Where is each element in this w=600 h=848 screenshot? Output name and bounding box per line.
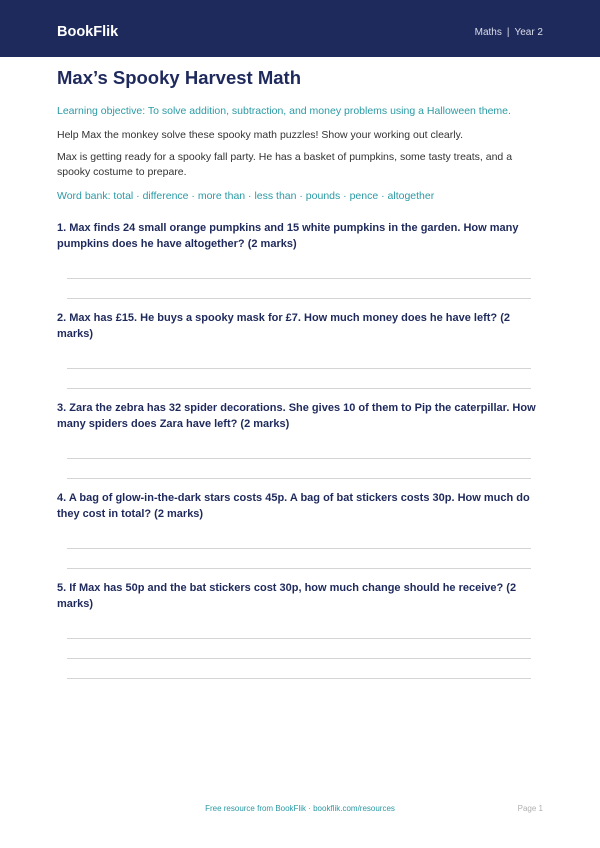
year-label: Year 2 [514, 27, 543, 38]
answer-line [67, 388, 531, 389]
word-bank: Word bank: total · difference · more than · less than · pounds · pence · altogether [57, 190, 435, 202]
answer-area[interactable] [67, 342, 531, 389]
question-5 [57, 580, 543, 679]
subject-year [475, 26, 543, 40]
meta-separator: | [506, 27, 510, 38]
worksheet-content [57, 63, 543, 679]
question-text: 5. If Max has 50p and the bat stickers cost 30p, how much change should he receive? (2 marks) [57, 582, 517, 610]
answer-line [67, 548, 531, 549]
answer-area[interactable] [67, 432, 531, 479]
question-text: 4. A bag of glow-in-the-dark stars costs 45p. A bag of bat stickers costs 30p. How much do they cost in total? (2 marks) [57, 492, 530, 520]
answer-line [67, 478, 531, 479]
page-footer [0, 803, 600, 815]
question-text: 3. Zara the zebra has 32 spider decorations. She gives 10 of them to Pip the caterpillar. How many spiders does Zara have left? (2 marks) [57, 402, 536, 430]
answer-area[interactable] [67, 612, 531, 679]
brand-logo[interactable]: BookFlik [57, 24, 119, 40]
answer-line [67, 678, 531, 679]
question-2 [57, 310, 543, 389]
footer-resource-link[interactable]: Free resource from BookFlik · bookflik.com/resources [205, 804, 395, 813]
answer-line [67, 458, 531, 459]
answer-line [67, 658, 531, 659]
subject-label: Maths [474, 27, 502, 38]
answer-line [67, 638, 531, 639]
answer-line [67, 368, 531, 369]
page-title: Max’s Spooky Harvest Math [57, 67, 302, 88]
learning-objective: Learning objective: To solve addition, subtraction, and money problems using a Halloween theme. [57, 105, 511, 117]
answer-line [67, 568, 531, 569]
answer-area[interactable] [67, 522, 531, 569]
story-text: Max is getting ready for a spooky fall party. He has a basket of pumpkins, some tasty treats, and a spooky costume to prepare. [57, 151, 513, 178]
intro-text: Help Max the monkey solve these spooky math puzzles! Show your working out clearly. [57, 129, 463, 141]
question-4 [57, 490, 543, 569]
page-number: Page 1 [517, 804, 543, 813]
question-text: 1. Max finds 24 small orange pumpkins and 15 white pumpkins in the garden. How many pumpkins does he have altogether? (2 marks) [57, 222, 519, 250]
answer-line [67, 298, 531, 299]
question-1 [57, 220, 543, 299]
answer-line [67, 278, 531, 279]
question-3 [57, 400, 543, 479]
question-text: 2. Max has £15. He buys a spooky mask for £7. How much money does he have left? (2 marks) [57, 312, 510, 340]
answer-area[interactable] [67, 252, 531, 299]
header-bar [0, 0, 600, 57]
